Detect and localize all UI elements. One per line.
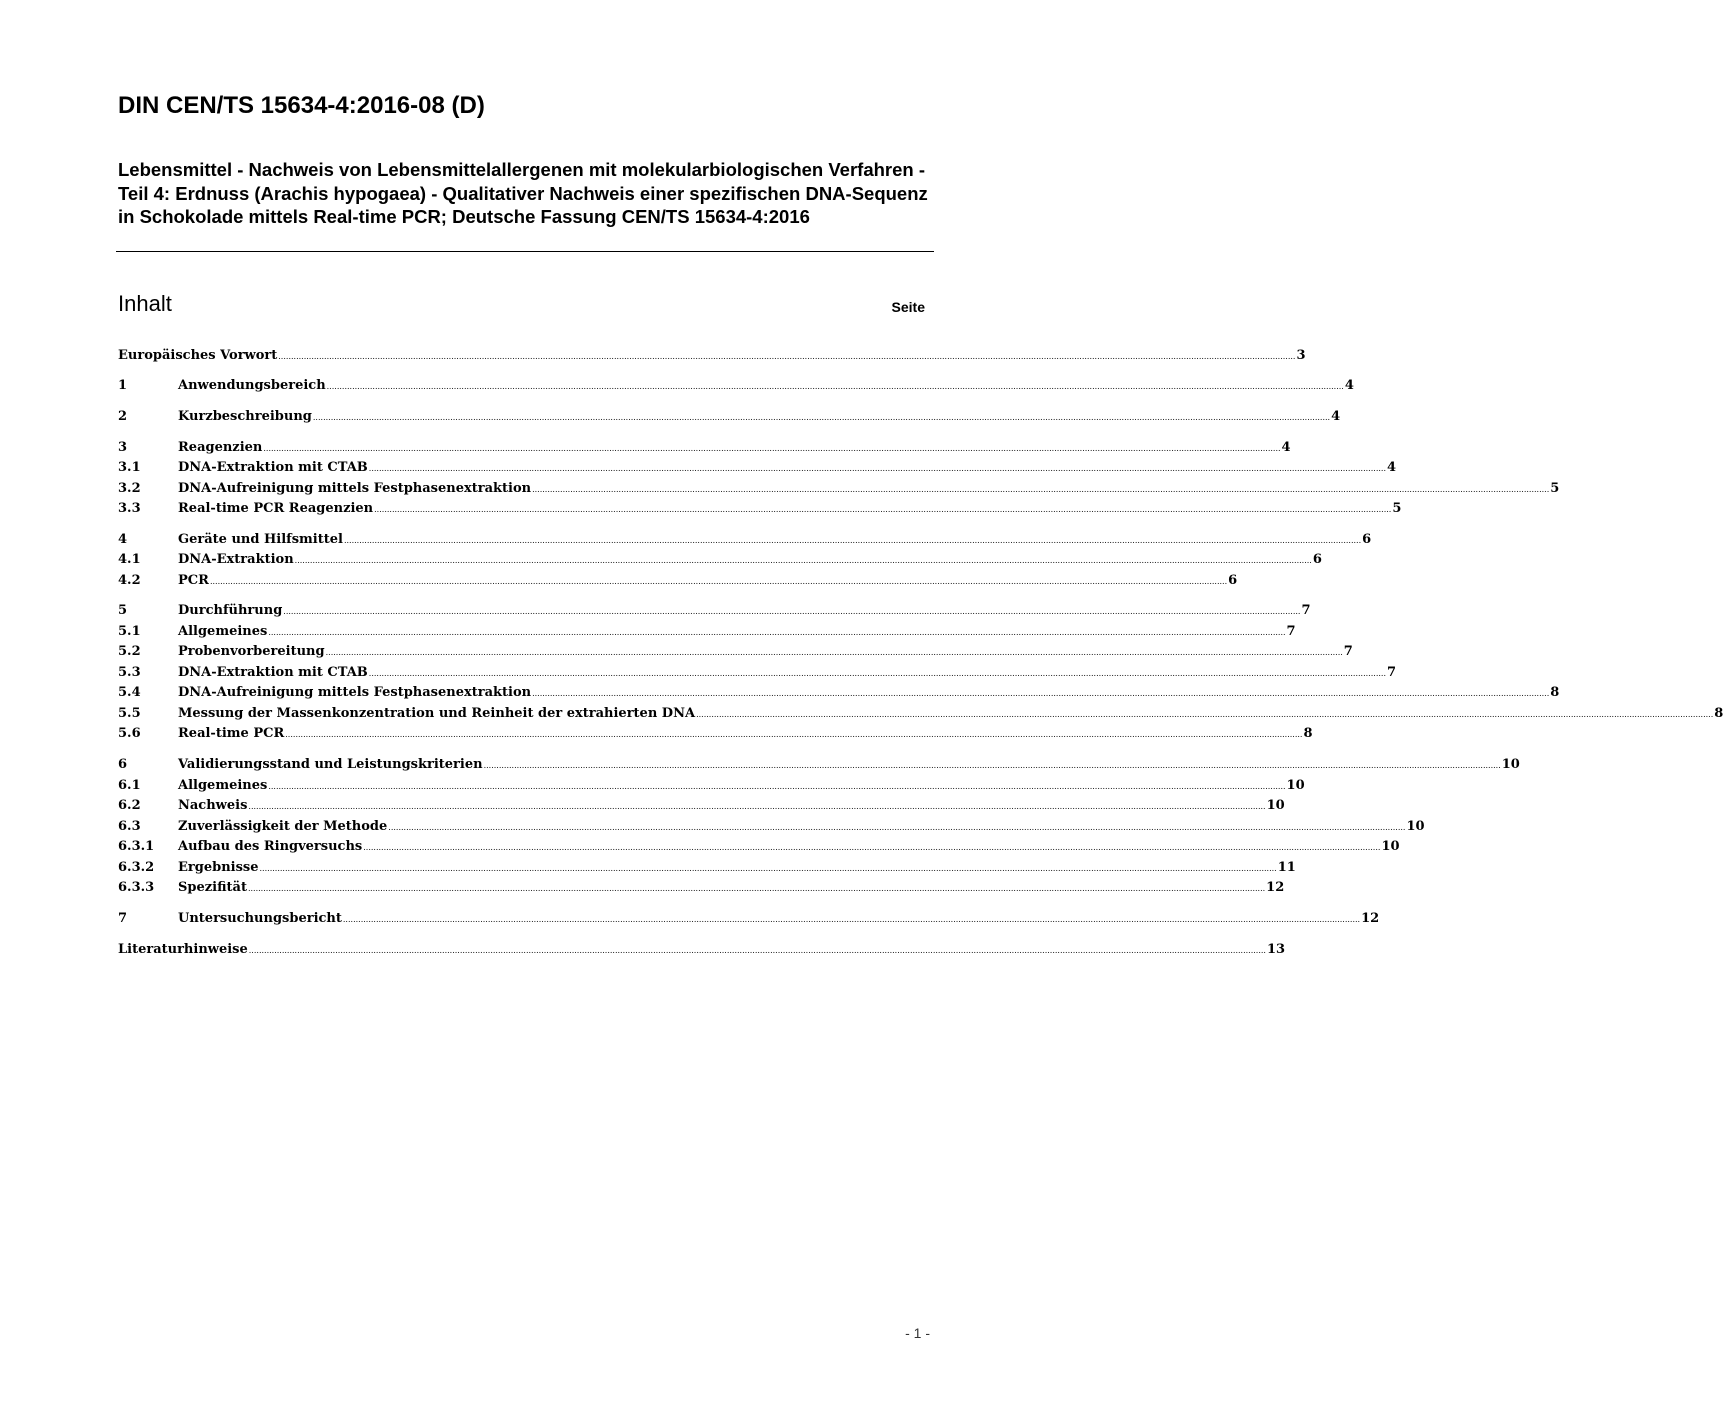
- toc-entry-number: 2: [118, 409, 128, 424]
- toc-entry[interactable]: [118, 757, 1520, 777]
- toc-entry-number: 6.2: [118, 798, 141, 813]
- toc-entry-title: Zuverlässigkeit der Methode: [178, 819, 388, 834]
- toc-entry[interactable]: [118, 440, 1291, 460]
- toc-entry-number: 6.3.1: [118, 839, 155, 854]
- toc-dot-leader: ................................................................................................................................................................................................................................................................................................................................................................................................................: [268, 628, 1286, 637]
- toc-entry-page: 7: [1286, 624, 1296, 639]
- toc-entry-number: 6.3: [118, 819, 141, 834]
- toc-entry-number: 1: [118, 378, 128, 393]
- toc-entry-title: Allgemeines: [178, 624, 268, 639]
- toc-entry-number: 5.3: [118, 665, 141, 680]
- toc-dot-leader: ................................................................................................................................................................................................................................................................................................................................................................................................................: [283, 607, 1301, 616]
- toc-entry-title: DNA-Extraktion mit CTAB: [178, 460, 368, 475]
- toc-dot-leader: ................................................................................................................................................................................................................................................................................................................................................................................................................: [247, 884, 1266, 893]
- toc-entry-page: 4: [1344, 378, 1354, 393]
- toc-entry-number: 7: [118, 911, 128, 926]
- toc-dot-leader: ................................................................................................................................................................................................................................................................................................................................................................................................................: [388, 823, 1406, 832]
- toc-dot-leader: ................................................................................................................................................................................................................................................................................................................................................................................................................: [343, 536, 1362, 545]
- toc-entry-title: DNA-Extraktion: [178, 552, 294, 567]
- toc-entry-title: Aufbau des Ringversuchs: [178, 839, 363, 854]
- toc-dot-leader: ................................................................................................................................................................................................................................................................................................................................................................................................................: [483, 761, 1501, 770]
- toc-entry[interactable]: [118, 880, 1285, 900]
- title-divider: [116, 251, 934, 252]
- toc-entry-page: 3: [1296, 348, 1306, 363]
- toc-entry-number: 5.6: [118, 726, 141, 741]
- toc-entry-title: Ergebnisse: [178, 860, 259, 875]
- toc-entry-number: 4: [118, 532, 128, 547]
- toc-entry-number: 5.2: [118, 644, 141, 659]
- toc-entry-page: 13: [1266, 942, 1286, 957]
- toc-dot-leader: ................................................................................................................................................................................................................................................................................................................................................................................................................: [532, 485, 1550, 494]
- toc-entry-title: Untersuchungsbericht: [178, 911, 342, 926]
- toc-entry[interactable]: [118, 460, 1397, 480]
- toc-entry-page: 4: [1281, 440, 1291, 455]
- toc-entry-page: 10: [1266, 798, 1285, 813]
- toc-entry-title: Literaturhinweise: [118, 942, 248, 957]
- toc-dot-leader: ................................................................................................................................................................................................................................................................................................................................................................................................................: [363, 843, 1381, 852]
- toc-entry-page: 5: [1392, 501, 1402, 516]
- toc-entry-number: 5: [118, 603, 128, 618]
- toc-entry[interactable]: [118, 378, 1354, 398]
- toc-entry[interactable]: [118, 911, 1380, 931]
- toc-entry-page: 10: [1381, 839, 1400, 854]
- toc-entry-page: 10: [1406, 819, 1425, 834]
- toc-dot-leader: ................................................................................................................................................................................................................................................................................................................................................................................................................: [268, 782, 1286, 791]
- toc-entry-title: Kurzbeschreibung: [178, 409, 312, 424]
- toc-dot-leader: ................................................................................................................................................................................................................................................................................................................................................................................................................: [368, 669, 1386, 678]
- toc-dot-leader: ................................................................................................................................................................................................................................................................................................................................................................................................................: [263, 444, 1281, 453]
- toc-entry-title: DNA-Aufreinigung mittels Festphasenextraktion: [178, 685, 532, 700]
- toc-entry[interactable]: [118, 501, 1402, 521]
- toc-entry[interactable]: [118, 624, 1296, 644]
- toc-entry-number: 6: [118, 757, 128, 772]
- toc-entry-page: 6: [1228, 573, 1238, 588]
- toc-entry-number: 3.3: [118, 501, 141, 516]
- page-number: - 1 -: [905, 1325, 930, 1341]
- toc-entry-title: Reagenzien: [178, 440, 263, 455]
- toc-entry[interactable]: [118, 644, 1353, 664]
- toc-dot-leader: ................................................................................................................................................................................................................................................................................................................................................................................................................: [326, 382, 1344, 391]
- toc-entry-title: Messung der Massenkonzentration und Reinheit der extrahierten DNA: [178, 706, 696, 721]
- toc-entry-title: Real-time PCR: [178, 726, 285, 741]
- toc-entry[interactable]: [118, 860, 1296, 880]
- toc-dot-leader: ................................................................................................................................................................................................................................................................................................................................................................................................................: [312, 413, 1331, 422]
- toc-dot-leader: ................................................................................................................................................................................................................................................................................................................................................................................................................: [209, 577, 1228, 586]
- toc-entry[interactable]: [118, 685, 1560, 705]
- toc-entry-page: 11: [1277, 860, 1296, 875]
- toc-entry-page: 5: [1550, 481, 1560, 496]
- document-title: DIN CEN/TS 15634-4:2016-08 (D): [118, 92, 485, 119]
- toc-entry-page: 8: [1714, 706, 1723, 721]
- toc-entry[interactable]: [118, 532, 1372, 552]
- toc-entry[interactable]: [118, 603, 1311, 623]
- toc-entry-title: Validierungsstand und Leistungskriterien: [178, 757, 483, 772]
- toc-entry[interactable]: [118, 819, 1425, 839]
- toc-entry-title: Allgemeines: [178, 778, 268, 793]
- toc-entry[interactable]: [118, 481, 1560, 501]
- toc-entry-title: Real-time PCR Reagenzien: [178, 501, 374, 516]
- toc-entry-number: 5.1: [118, 624, 141, 639]
- toc-entry[interactable]: [118, 552, 1322, 572]
- toc-entry-page: 12: [1361, 911, 1380, 926]
- toc-entry[interactable]: [118, 778, 1305, 798]
- toc-entry-page: 6: [1312, 552, 1322, 567]
- toc-dot-leader: ................................................................................................................................................................................................................................................................................................................................................................................................................: [368, 464, 1386, 473]
- toc-entry-number: 3.2: [118, 481, 141, 496]
- toc-dot-leader: ................................................................................................................................................................................................................................................................................................................................................................................................................: [285, 730, 1303, 739]
- toc-entry-page: 12: [1266, 880, 1285, 895]
- toc-entry-number: 5.4: [118, 685, 141, 700]
- toc-entry-page: 8: [1550, 685, 1560, 700]
- toc-dot-leader: ................................................................................................................................................................................................................................................................................................................................................................................................................: [532, 689, 1550, 698]
- toc-dot-leader: ................................................................................................................................................................................................................................................................................................................................................................................................................: [278, 352, 1296, 361]
- toc-entry[interactable]: [118, 706, 1723, 726]
- toc-entry[interactable]: [118, 409, 1341, 429]
- toc-entry[interactable]: [118, 573, 1238, 593]
- toc-entry[interactable]: [118, 726, 1313, 746]
- toc-entry-title: DNA-Aufreinigung mittels Festphasenextraktion: [178, 481, 532, 496]
- toc-entry-page: 6: [1362, 532, 1372, 547]
- document-subtitle: Lebensmittel - Nachweis von Lebensmittelallergenen mit molekularbiologischen Verfahren - Teil 4: Erdnuss (Arachis hypogaea) - Qualitativer Nachweis einer spezifischen DNA-Sequenz in Schokolade mittels Real-time PCR; Deutsche Fassung CEN/TS 15634-4:2016: [118, 159, 928, 227]
- toc-dot-leader: ................................................................................................................................................................................................................................................................................................................................................................................................................: [248, 802, 1266, 811]
- toc-dot-leader: ................................................................................................................................................................................................................................................................................................................................................................................................................: [248, 946, 1266, 955]
- page-column-label: Seite: [891, 299, 925, 315]
- toc-entry-number: 3: [118, 440, 128, 455]
- toc-entry-page: 10: [1286, 778, 1305, 793]
- toc-entry-number: 6.3.2: [118, 860, 155, 875]
- toc-dot-leader: ................................................................................................................................................................................................................................................................................................................................................................................................................: [294, 556, 1312, 565]
- toc-entry[interactable]: [118, 839, 1400, 859]
- toc-entry-title: Geräte und Hilfsmittel: [178, 532, 343, 547]
- toc-dot-leader: ................................................................................................................................................................................................................................................................................................................................................................................................................: [342, 915, 1361, 924]
- toc-entry-page: 7: [1301, 603, 1311, 618]
- toc-entry-title: Spezifität: [178, 880, 247, 895]
- toc-entry-title: PCR: [178, 573, 209, 588]
- toc-entry-number: 6.1: [118, 778, 141, 793]
- toc-entry[interactable]: [118, 348, 1306, 368]
- toc-entry-number: 5.5: [118, 706, 141, 721]
- toc-entry-title: Nachweis: [178, 798, 248, 813]
- toc-entry-page: 7: [1386, 665, 1397, 680]
- toc-entry-title: Probenvorbereitung: [178, 644, 325, 659]
- toc-heading: Inhalt: [118, 291, 172, 316]
- toc-entry-number: 4.1: [118, 552, 141, 567]
- toc-dot-leader: ................................................................................................................................................................................................................................................................................................................................................................................................................: [325, 648, 1343, 657]
- toc-entry-number: 3.1: [118, 460, 141, 475]
- toc-entry-title: Europäisches Vorwort: [118, 348, 278, 363]
- toc-entry-number: 6.3.3: [118, 880, 155, 895]
- toc-entry[interactable]: [118, 798, 1285, 818]
- toc-entry-title: Anwendungsbereich: [178, 378, 326, 393]
- toc-dot-leader: ................................................................................................................................................................................................................................................................................................................................................................................................................: [374, 505, 1392, 514]
- toc-entry-page: 8: [1303, 726, 1313, 741]
- toc-dot-leader: ................................................................................................................................................................................................................................................................................................................................................................................................................: [259, 864, 1277, 873]
- toc-entry-page: 4: [1386, 460, 1397, 475]
- toc-entry-page: 10: [1501, 757, 1520, 772]
- toc-entry[interactable]: [118, 665, 1397, 685]
- toc-entry-page: 4: [1331, 409, 1341, 424]
- toc-entry-title: Durchführung: [178, 603, 283, 618]
- toc-dot-leader: ................................................................................................................................................................................................................................................................................................................................................................................................................: [696, 710, 1714, 719]
- toc-entry[interactable]: [118, 942, 1286, 962]
- toc-entry-page: 7: [1343, 644, 1353, 659]
- toc-entry-title: DNA-Extraktion mit CTAB: [178, 665, 368, 680]
- toc-entry-number: 4.2: [118, 573, 141, 588]
